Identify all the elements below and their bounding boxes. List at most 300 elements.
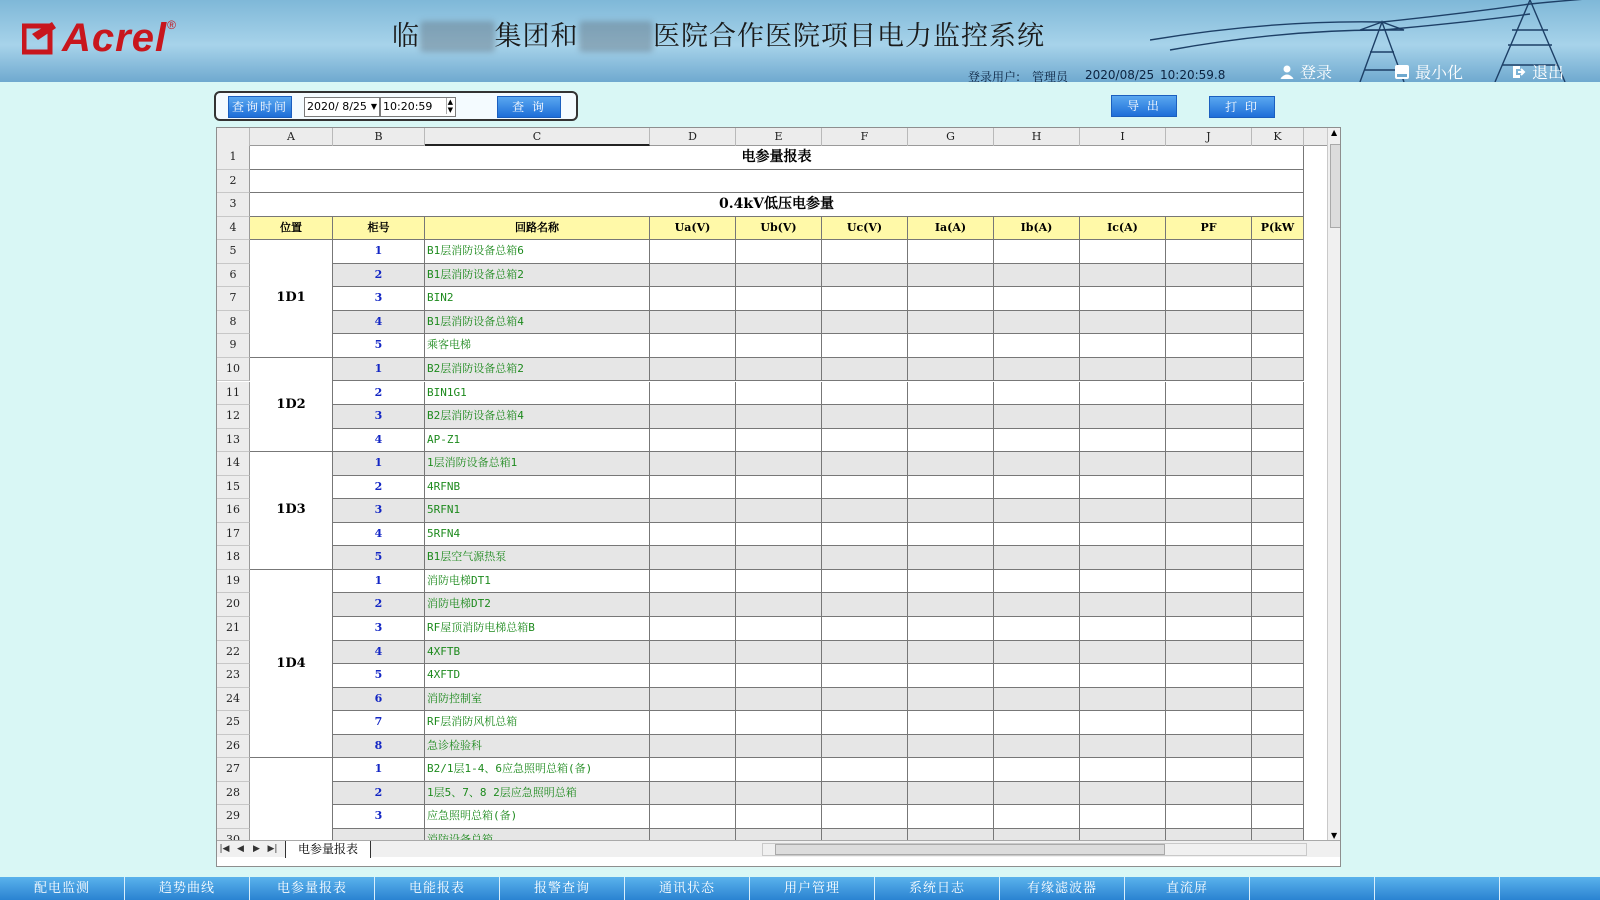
value-cell[interactable] <box>650 546 736 570</box>
print-button[interactable]: 打 印 <box>1209 96 1275 118</box>
value-cell[interactable] <box>908 805 994 829</box>
blank-row[interactable] <box>250 170 1304 194</box>
value-cell[interactable] <box>994 311 1080 335</box>
value-cell[interactable] <box>1080 688 1166 712</box>
value-cell[interactable] <box>1166 711 1252 735</box>
value-cell[interactable] <box>1080 570 1166 594</box>
value-cell[interactable] <box>736 570 822 594</box>
value-cell[interactable] <box>1252 476 1304 500</box>
value-cell[interactable] <box>994 593 1080 617</box>
value-cell[interactable] <box>650 805 736 829</box>
value-cell[interactable] <box>650 570 736 594</box>
value-cell[interactable] <box>908 617 994 641</box>
cabinet-number: 7 <box>333 711 425 735</box>
value-cell[interactable] <box>736 264 822 288</box>
value-cell[interactable] <box>1080 805 1166 829</box>
cabinet-number: 3 <box>333 287 425 311</box>
value-cell[interactable] <box>736 758 822 782</box>
cabinet-number: 6 <box>333 688 425 712</box>
column-header-B[interactable]: B <box>333 128 425 146</box>
row-header[interactable]: 26 <box>217 735 250 759</box>
row-header[interactable]: 20 <box>217 593 250 617</box>
value-cell[interactable] <box>994 546 1080 570</box>
first-sheet-icon[interactable]: |◀ <box>219 844 230 854</box>
value-cell[interactable] <box>994 570 1080 594</box>
value-cell[interactable] <box>736 735 822 759</box>
minimize-button[interactable] <box>1395 60 1463 82</box>
value-cell[interactable] <box>736 358 822 382</box>
value-cell[interactable] <box>650 240 736 264</box>
value-cell[interactable] <box>1166 617 1252 641</box>
value-cell[interactable] <box>1166 664 1252 688</box>
nav-item-0[interactable]: 配电监测 <box>0 877 125 900</box>
row-header[interactable]: 4 <box>217 217 250 241</box>
value-cell[interactable] <box>994 429 1080 453</box>
value-cell[interactable] <box>736 688 822 712</box>
value-cell[interactable] <box>908 264 994 288</box>
value-cell[interactable] <box>1252 782 1304 806</box>
nav-item-1[interactable]: 趋势曲线 <box>125 877 250 900</box>
value-cell[interactable] <box>650 311 736 335</box>
login-label: 登录 <box>1300 63 1333 82</box>
login-button[interactable] <box>1280 60 1332 82</box>
value-cell[interactable] <box>994 452 1080 476</box>
value-cell[interactable] <box>994 758 1080 782</box>
value-cell[interactable] <box>822 570 908 594</box>
value-cell[interactable] <box>1166 735 1252 759</box>
cabinet-number: 5 <box>333 334 425 358</box>
value-cell[interactable] <box>1080 641 1166 665</box>
value-cell[interactable] <box>908 546 994 570</box>
value-cell[interactable] <box>1252 664 1304 688</box>
value-cell[interactable] <box>1166 287 1252 311</box>
value-cell[interactable] <box>1252 499 1304 523</box>
value-cell[interactable] <box>650 499 736 523</box>
value-cell[interactable] <box>650 523 736 547</box>
value-cell[interactable] <box>1252 735 1304 759</box>
row-header[interactable]: 14 <box>217 452 250 476</box>
next-sheet-icon[interactable]: ▶ <box>253 844 260 854</box>
column-header-E[interactable]: E <box>736 128 822 146</box>
value-cell[interactable] <box>736 499 822 523</box>
value-cell[interactable] <box>908 358 994 382</box>
vertical-scrollbar[interactable] <box>1327 128 1341 840</box>
value-cell[interactable] <box>1252 711 1304 735</box>
value-cell[interactable] <box>908 311 994 335</box>
value-cell[interactable] <box>1080 476 1166 500</box>
row-header[interactable]: 27 <box>217 758 250 782</box>
value-cell[interactable] <box>908 382 994 406</box>
value-cell[interactable] <box>736 593 822 617</box>
value-cell[interactable] <box>1252 523 1304 547</box>
vertical-scroll-thumb[interactable] <box>1330 144 1341 228</box>
value-cell[interactable] <box>736 382 822 406</box>
cabinet-number: 4 <box>333 641 425 665</box>
value-cell[interactable] <box>1080 452 1166 476</box>
value-cell[interactable] <box>1080 382 1166 406</box>
value-cell[interactable] <box>822 452 908 476</box>
value-cell[interactable] <box>1166 476 1252 500</box>
value-cell[interactable] <box>1252 452 1304 476</box>
row-header[interactable]: 11 <box>217 382 250 406</box>
value-cell[interactable] <box>822 593 908 617</box>
value-cell[interactable] <box>650 641 736 665</box>
value-cell[interactable] <box>994 782 1080 806</box>
column-header-F[interactable]: F <box>822 128 908 146</box>
value-cell[interactable] <box>1166 429 1252 453</box>
value-cell[interactable] <box>822 546 908 570</box>
value-cell[interactable] <box>994 476 1080 500</box>
value-cell[interactable] <box>908 758 994 782</box>
value-cell[interactable] <box>1166 264 1252 288</box>
row-header[interactable]: 13 <box>217 429 250 453</box>
column-header-J[interactable]: J <box>1166 128 1252 146</box>
row-header[interactable]: 3 <box>217 193 250 217</box>
column-header-H[interactable]: H <box>994 128 1080 146</box>
value-cell[interactable] <box>736 617 822 641</box>
row-header[interactable]: 7 <box>217 287 250 311</box>
value-cell[interactable] <box>650 688 736 712</box>
value-cell[interactable] <box>908 452 994 476</box>
cabinet-number: 3 <box>333 805 425 829</box>
value-cell[interactable] <box>908 711 994 735</box>
value-cell[interactable] <box>736 546 822 570</box>
value-cell[interactable] <box>994 499 1080 523</box>
value-cell[interactable] <box>650 429 736 453</box>
value-cell[interactable] <box>994 641 1080 665</box>
value-cell[interactable] <box>1166 382 1252 406</box>
value-cell[interactable] <box>1166 593 1252 617</box>
value-cell[interactable] <box>650 287 736 311</box>
value-cell[interactable] <box>994 617 1080 641</box>
cabinet-number: 1 <box>333 240 425 264</box>
value-cell[interactable] <box>736 711 822 735</box>
value-cell[interactable] <box>1080 429 1166 453</box>
value-cell[interactable] <box>994 264 1080 288</box>
value-cell[interactable] <box>994 523 1080 547</box>
value-cell[interactable] <box>736 476 822 500</box>
value-cell[interactable] <box>1080 617 1166 641</box>
value-cell[interactable] <box>650 758 736 782</box>
value-cell[interactable] <box>994 287 1080 311</box>
value-cell[interactable] <box>908 240 994 264</box>
value-cell[interactable] <box>1252 334 1304 358</box>
cabinet-number: 4 <box>333 429 425 453</box>
value-cell[interactable] <box>908 405 994 429</box>
prev-sheet-icon[interactable]: ◀ <box>237 844 244 854</box>
value-cell[interactable] <box>650 664 736 688</box>
value-cell[interactable] <box>1080 240 1166 264</box>
spinner-icon[interactable]: ▲ ▼ <box>447 98 453 114</box>
row-header[interactable]: 29 <box>217 805 250 829</box>
nav-item-9[interactable]: 直流屏 <box>1125 877 1250 900</box>
row-header[interactable]: 22 <box>217 641 250 665</box>
value-cell[interactable] <box>822 735 908 759</box>
value-cell[interactable] <box>908 593 994 617</box>
report-spreadsheet[interactable] <box>216 127 1341 867</box>
table-header-cell: P(kW <box>1252 217 1304 241</box>
value-cell[interactable] <box>736 287 822 311</box>
value-cell[interactable] <box>650 334 736 358</box>
row-header[interactable]: 6 <box>217 264 250 288</box>
value-cell[interactable] <box>1080 735 1166 759</box>
value-cell[interactable] <box>994 735 1080 759</box>
value-cell[interactable] <box>908 334 994 358</box>
row-header[interactable]: 28 <box>217 782 250 806</box>
value-cell[interactable] <box>822 264 908 288</box>
value-cell[interactable] <box>1080 523 1166 547</box>
value-cell[interactable] <box>1166 240 1252 264</box>
value-cell[interactable] <box>908 499 994 523</box>
value-cell[interactable] <box>822 758 908 782</box>
row-header[interactable]: 2 <box>217 170 250 194</box>
circuit-name: B1层消防设备总箱4 <box>425 311 650 335</box>
nav-item-11[interactable] <box>1375 877 1500 900</box>
value-cell[interactable] <box>1166 358 1252 382</box>
nav-item-5[interactable]: 通讯状态 <box>625 877 750 900</box>
value-cell[interactable] <box>650 264 736 288</box>
value-cell[interactable] <box>822 523 908 547</box>
row-header[interactable]: 23 <box>217 664 250 688</box>
table-header-cell: 位置 <box>250 217 333 241</box>
value-cell[interactable] <box>650 617 736 641</box>
value-cell[interactable] <box>1080 287 1166 311</box>
value-cell[interactable] <box>736 805 822 829</box>
circuit-name: 消防电梯DT2 <box>425 593 650 617</box>
value-cell[interactable] <box>650 382 736 406</box>
value-cell[interactable] <box>994 711 1080 735</box>
value-cell[interactable] <box>822 476 908 500</box>
value-cell[interactable] <box>1252 240 1304 264</box>
column-header-A[interactable]: A <box>250 128 333 146</box>
value-cell[interactable] <box>822 782 908 806</box>
value-cell[interactable] <box>1080 711 1166 735</box>
value-cell[interactable] <box>1166 452 1252 476</box>
value-cell[interactable] <box>908 664 994 688</box>
value-cell[interactable] <box>1166 641 1252 665</box>
value-cell[interactable] <box>1080 358 1166 382</box>
app-header <box>0 0 1600 82</box>
value-cell[interactable] <box>1080 311 1166 335</box>
value-cell[interactable] <box>994 382 1080 406</box>
value-cell[interactable] <box>908 476 994 500</box>
value-cell[interactable] <box>822 641 908 665</box>
logo-text: Acrel <box>62 16 168 60</box>
value-cell[interactable] <box>1080 334 1166 358</box>
sheet-tab-report[interactable]: 电参量报表 <box>285 841 371 858</box>
value-cell[interactable] <box>1252 570 1304 594</box>
value-cell[interactable] <box>1252 382 1304 406</box>
row-header[interactable]: 8 <box>217 311 250 335</box>
value-cell[interactable] <box>736 664 822 688</box>
value-cell[interactable] <box>1166 405 1252 429</box>
value-cell[interactable] <box>1252 429 1304 453</box>
value-cell[interactable] <box>1080 782 1166 806</box>
value-cell[interactable] <box>1166 805 1252 829</box>
column-header-I[interactable]: I <box>1080 128 1166 146</box>
value-cell[interactable] <box>650 593 736 617</box>
value-cell[interactable] <box>994 664 1080 688</box>
value-cell[interactable] <box>1166 546 1252 570</box>
value-cell[interactable] <box>994 358 1080 382</box>
value-cell[interactable] <box>736 334 822 358</box>
value-cell[interactable] <box>736 782 822 806</box>
value-cell[interactable] <box>1166 334 1252 358</box>
value-cell[interactable] <box>736 240 822 264</box>
location-cell: 1D2 <box>250 358 333 452</box>
row-header[interactable]: 25 <box>217 711 250 735</box>
value-cell[interactable] <box>1166 758 1252 782</box>
row-header[interactable]: 16 <box>217 499 250 523</box>
value-cell[interactable] <box>1166 523 1252 547</box>
nav-item-8[interactable]: 有缘滤波器 <box>1000 877 1125 900</box>
value-cell[interactable] <box>822 240 908 264</box>
value-cell[interactable] <box>1080 593 1166 617</box>
login-user: 管理员 <box>1032 70 1069 82</box>
row-header[interactable]: 9 <box>217 334 250 358</box>
nav-item-2[interactable]: 电参量报表 <box>250 877 375 900</box>
value-cell[interactable] <box>1080 499 1166 523</box>
value-cell[interactable] <box>822 405 908 429</box>
value-cell[interactable] <box>822 287 908 311</box>
value-cell[interactable] <box>822 358 908 382</box>
value-cell[interactable] <box>1080 664 1166 688</box>
value-cell[interactable] <box>1166 782 1252 806</box>
value-cell[interactable] <box>908 523 994 547</box>
value-cell[interactable] <box>736 405 822 429</box>
value-cell[interactable] <box>822 711 908 735</box>
row-header[interactable]: 17 <box>217 523 250 547</box>
logout-button[interactable] <box>1512 60 1564 82</box>
value-cell[interactable] <box>994 688 1080 712</box>
value-cell[interactable] <box>1166 688 1252 712</box>
value-cell[interactable] <box>736 641 822 665</box>
value-cell[interactable] <box>650 452 736 476</box>
row-header[interactable]: 24 <box>217 688 250 712</box>
value-cell[interactable] <box>1252 805 1304 829</box>
value-cell[interactable] <box>650 782 736 806</box>
value-cell[interactable] <box>822 429 908 453</box>
value-cell[interactable] <box>908 782 994 806</box>
row-header[interactable]: 21 <box>217 617 250 641</box>
value-cell[interactable] <box>994 405 1080 429</box>
query-time-field[interactable] <box>380 97 456 117</box>
logout-icon <box>1512 65 1526 79</box>
value-cell[interactable] <box>736 523 822 547</box>
value-cell[interactable] <box>650 405 736 429</box>
scroll-down-icon[interactable]: ▼ <box>1331 831 1338 840</box>
row-header[interactable]: 5 <box>217 240 250 264</box>
value-cell[interactable] <box>822 688 908 712</box>
row-header[interactable]: 1 <box>217 146 250 170</box>
value-cell[interactable] <box>994 240 1080 264</box>
query-time-button[interactable]: 查询时间 <box>228 96 292 118</box>
value-cell[interactable] <box>1252 287 1304 311</box>
value-cell[interactable] <box>822 334 908 358</box>
nav-item-10[interactable] <box>1250 877 1375 900</box>
value-cell[interactable] <box>822 617 908 641</box>
value-cell[interactable] <box>822 664 908 688</box>
horizontal-scrollbar[interactable] <box>762 843 1307 856</box>
column-header-C[interactable]: C <box>425 128 650 146</box>
value-cell[interactable] <box>822 382 908 406</box>
value-cell[interactable] <box>1252 641 1304 665</box>
select-all-corner[interactable] <box>217 128 250 146</box>
value-cell[interactable] <box>1252 688 1304 712</box>
value-cell[interactable] <box>650 711 736 735</box>
export-button[interactable]: 导 出 <box>1111 95 1177 117</box>
value-cell[interactable] <box>650 358 736 382</box>
value-cell[interactable] <box>1166 570 1252 594</box>
row-header[interactable]: 12 <box>217 405 250 429</box>
value-cell[interactable] <box>1080 758 1166 782</box>
chevron-down-icon[interactable]: ▼ <box>370 102 377 111</box>
nav-item-6[interactable]: 用户管理 <box>750 877 875 900</box>
value-cell[interactable] <box>994 805 1080 829</box>
value-cell[interactable] <box>908 735 994 759</box>
value-cell[interactable] <box>908 688 994 712</box>
circuit-name: 乘客电梯 <box>425 334 650 358</box>
header-info-bar <box>0 56 1600 82</box>
nav-item-7[interactable]: 系统日志 <box>875 877 1000 900</box>
value-cell[interactable] <box>822 499 908 523</box>
value-cell[interactable] <box>1252 264 1304 288</box>
nav-item-4[interactable]: 报警查询 <box>500 877 625 900</box>
value-cell[interactable] <box>908 570 994 594</box>
query-button[interactable]: 查 询 <box>497 96 561 118</box>
value-cell[interactable] <box>1080 405 1166 429</box>
row-header[interactable]: 18 <box>217 546 250 570</box>
value-cell[interactable] <box>908 429 994 453</box>
value-cell[interactable] <box>822 805 908 829</box>
value-cell[interactable] <box>822 311 908 335</box>
value-cell[interactable] <box>736 311 822 335</box>
value-cell[interactable] <box>650 476 736 500</box>
value-cell[interactable] <box>1252 546 1304 570</box>
value-cell[interactable] <box>650 735 736 759</box>
scroll-up-icon[interactable]: ▲ <box>1331 128 1338 137</box>
value-cell[interactable] <box>1166 499 1252 523</box>
cabinet-number: 3 <box>333 499 425 523</box>
column-header-K[interactable]: K <box>1252 128 1304 146</box>
value-cell[interactable] <box>1166 311 1252 335</box>
value-cell[interactable] <box>1080 264 1166 288</box>
value-cell[interactable] <box>1252 758 1304 782</box>
value-cell[interactable] <box>736 452 822 476</box>
value-cell[interactable] <box>1252 358 1304 382</box>
row-header[interactable]: 19 <box>217 570 250 594</box>
column-header-G[interactable]: G <box>908 128 994 146</box>
value-cell[interactable] <box>1252 617 1304 641</box>
value-cell[interactable] <box>994 334 1080 358</box>
value-cell[interactable] <box>908 287 994 311</box>
row-header[interactable]: 15 <box>217 476 250 500</box>
value-cell[interactable] <box>1252 405 1304 429</box>
query-date-picker[interactable] <box>304 97 380 117</box>
sheet-tab-bar <box>217 840 1341 857</box>
row-header[interactable]: 10 <box>217 358 250 382</box>
value-cell[interactable] <box>736 429 822 453</box>
value-cell[interactable] <box>1252 593 1304 617</box>
last-sheet-icon[interactable]: ▶| <box>267 844 278 854</box>
horizontal-scroll-thumb[interactable] <box>775 844 1165 855</box>
value-cell[interactable] <box>1252 311 1304 335</box>
nav-item-3[interactable]: 电能报表 <box>375 877 500 900</box>
value-cell[interactable] <box>908 641 994 665</box>
circuit-name: 消防电梯DT1 <box>425 570 650 594</box>
value-cell[interactable] <box>1080 546 1166 570</box>
column-header-D[interactable]: D <box>650 128 736 146</box>
